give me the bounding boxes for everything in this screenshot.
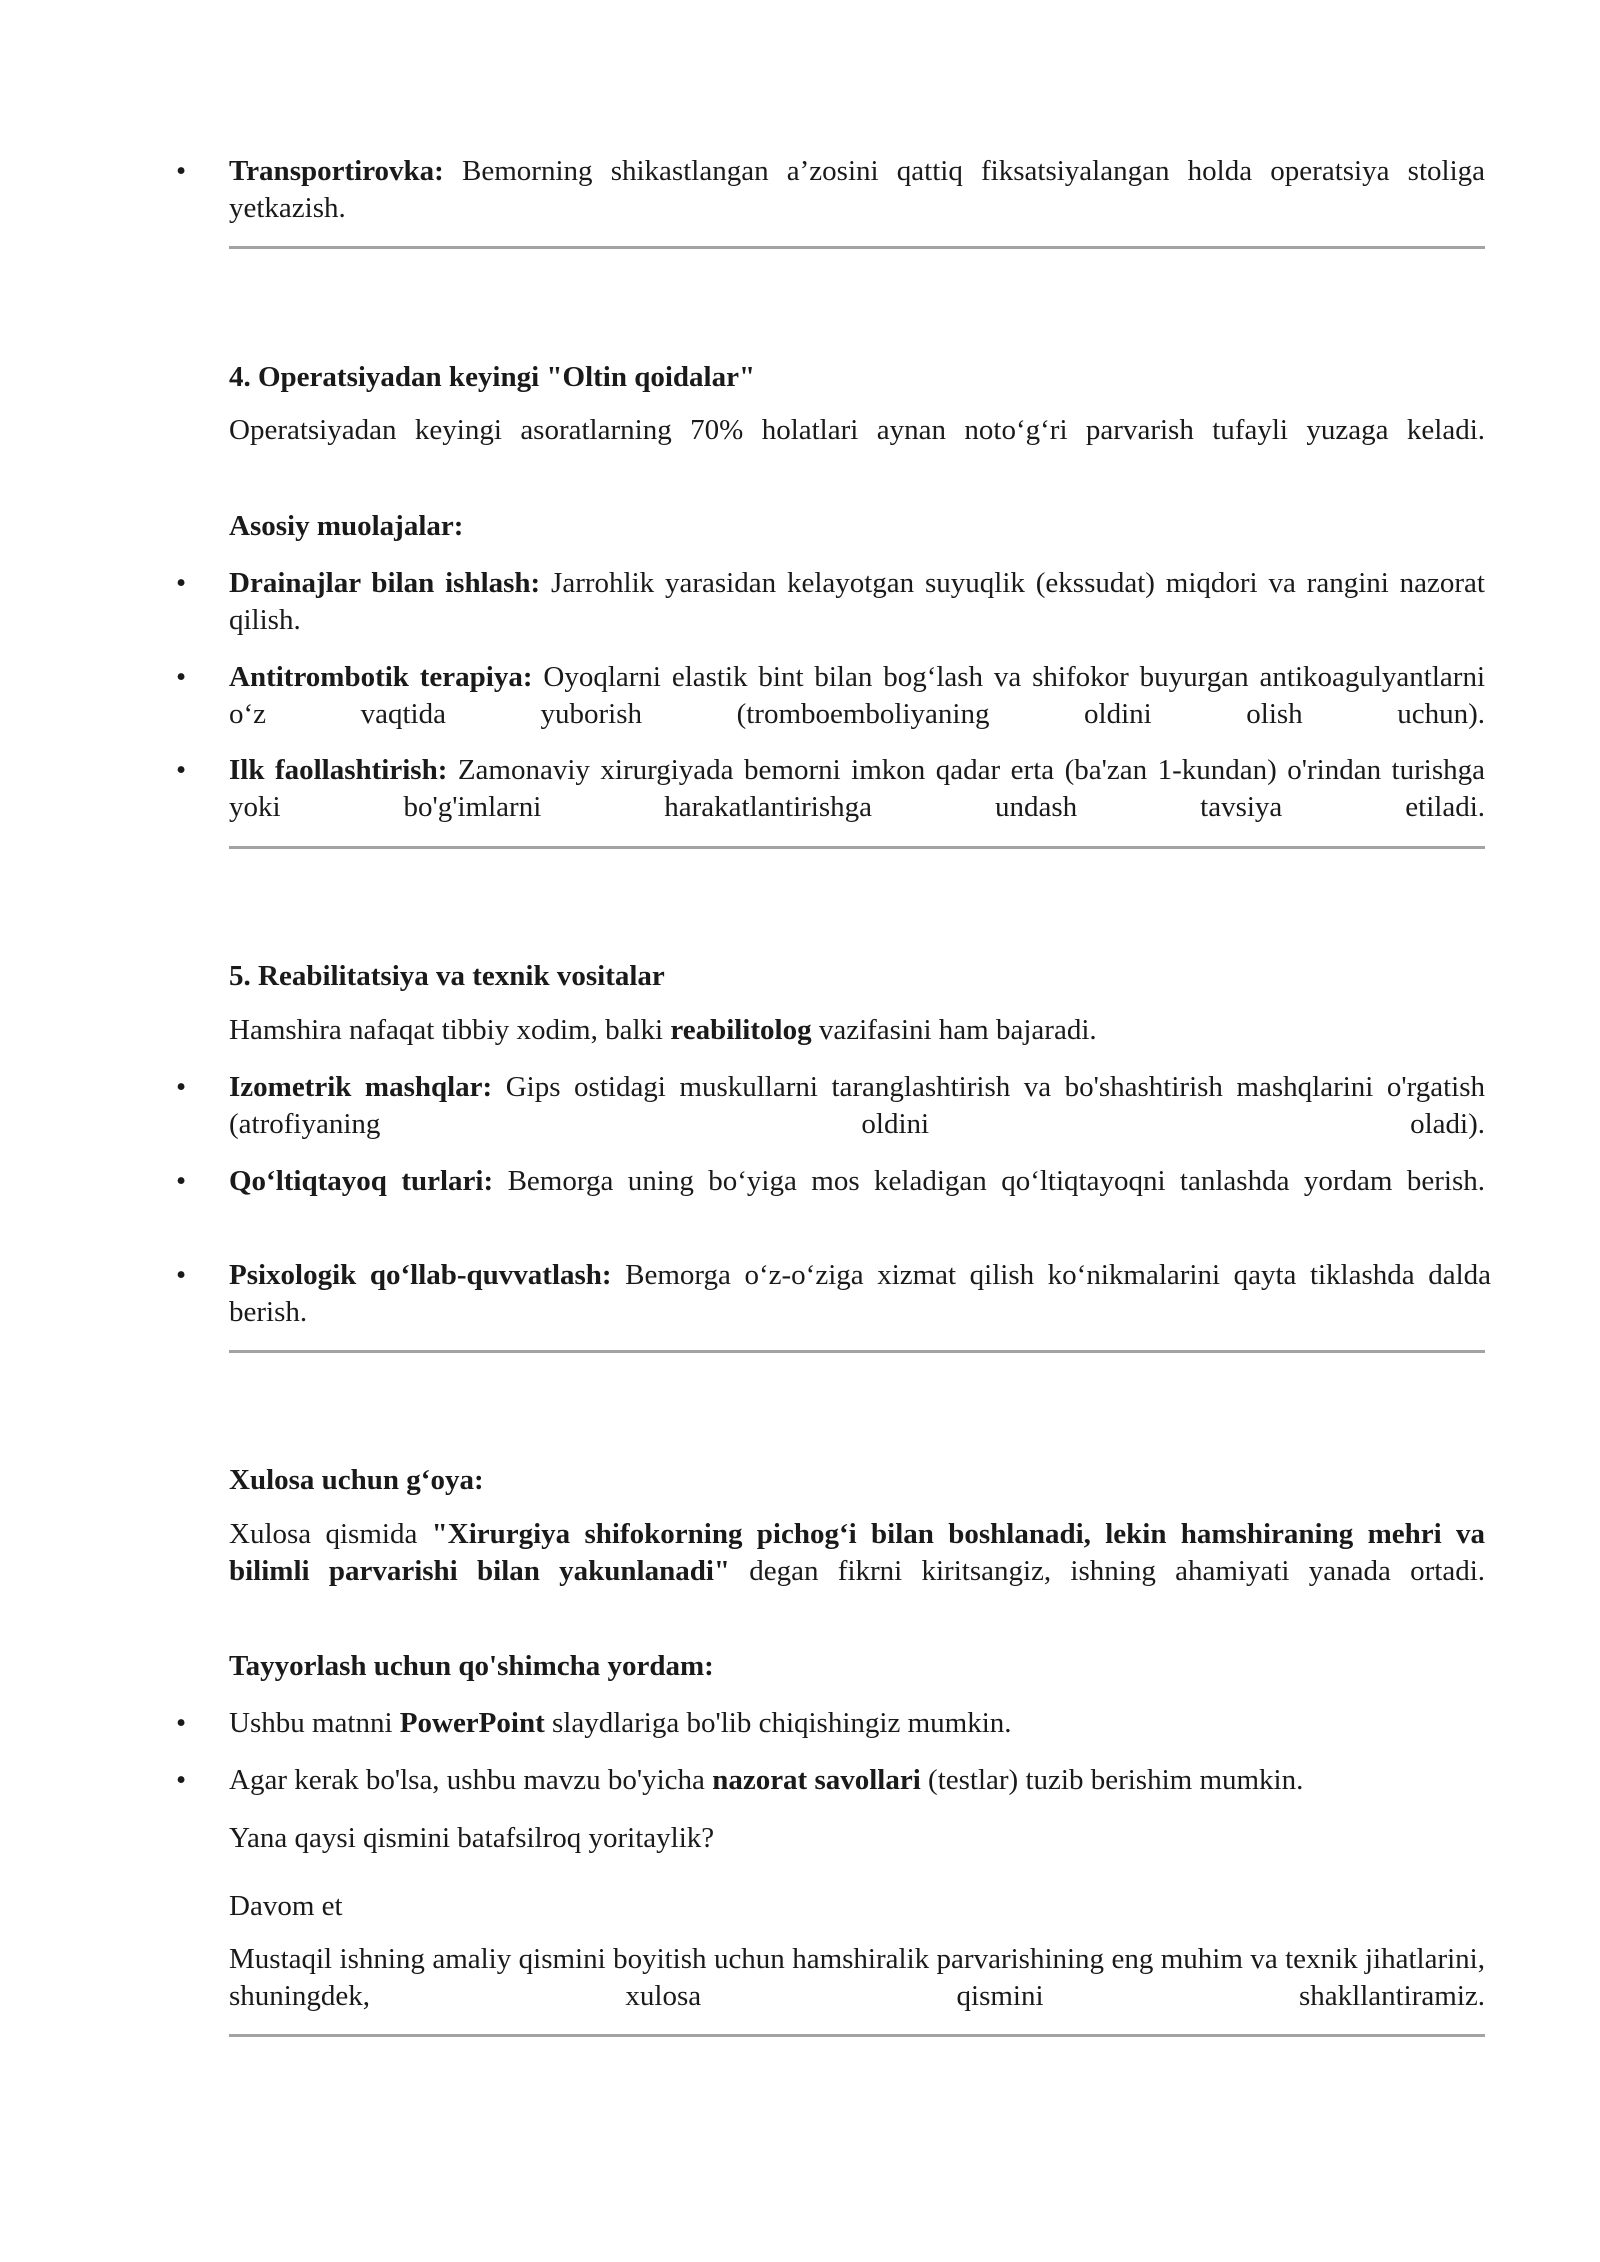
section-divider — [229, 846, 1485, 849]
section-5-heading: 5. Reabilitatsiya va texnik vositalar — [229, 960, 665, 992]
term-label: Ilk faollashtirish: — [229, 754, 448, 786]
item-text: Jarrohlik yarasidan kelayotgan suyuqlik (ekssudat) miqdori va rangini nazorat qilish. — [229, 567, 1485, 636]
list-item-nazorat-savollari: Agar kerak bo'lsa, ushbu mavzu bo'yicha nazorat savollari (testlar) tuzib berishim mumkin. — [229, 1764, 1304, 1796]
item-text: Oyoqlarni elastik bint bilan bog‘lash va shifokor buyurgan antikoagulyantlarni o‘z vaqtida yuborish (tromboemboliyaning oldini olish uchun). — [229, 661, 1486, 730]
term-label: Izometrik mashqlar: — [229, 1071, 493, 1103]
bullet-marker: • — [176, 1259, 187, 1291]
bullet-marker: • — [176, 754, 187, 786]
item-text: Zamonaviy xirurgiyada bemorni imkon qadar erta (ba'zan 1-kundan) o'rindan turishga yoki bo'g'imlarni harakatlantirishga undash tavsiya etiladi. — [229, 754, 1485, 823]
bullet-marker: • — [176, 1071, 187, 1103]
conclusion-paragraph: Xulosa qismida "Xirurgiya shifokorning pichog‘i bilan boshlanadi, lekin hamshiraning mehri va bilimli parvarishi bilan yakunlanadi" degan fikrni kiritsangiz, ishning ahamiyati yanada ortadi. — [229, 1518, 1485, 1587]
continue-prompt: Davom et — [229, 1890, 343, 1922]
section-4-subheading: Asosiy muolajalar: — [229, 510, 464, 542]
section-5-intro: Hamshira nafaqat tibbiy xodim, balki reabilitolog vazifasini ham bajaradi. — [229, 1014, 1097, 1046]
section-divider — [229, 1350, 1485, 1353]
term-label: Drainajlar bilan ishlash: — [229, 567, 541, 599]
item-text: Bemorga o‘z-o‘ziga xizmat qilish ko‘nikmalarini qayta tiklashda dalda berish. — [229, 1259, 1492, 1328]
term-label: Psixologik qo‘llab-quvvatlash: — [229, 1259, 612, 1291]
bullet-marker: • — [176, 661, 187, 693]
list-item-powerpoint: Ushbu matnni PowerPoint slaydlariga bo'lib chiqishingiz mumkin. — [229, 1707, 1012, 1739]
closing-paragraph: Mustaqil ishning amaliy qismini boyitish uchun hamshiralik parvarishining eng muhim va texnik jihatlarini, shuningdek, xulosa qismini shakllantiramiz. — [229, 1943, 1485, 2012]
conclusion-heading: Xulosa uchun g‘oya: — [229, 1464, 484, 1496]
item-text: Gips ostidagi muskullarni taranglashtirish va bo'shashtirish mashqlarini o'rgatish (atrofiyaning oldini oladi). — [229, 1071, 1485, 1140]
list-item-qoltiqtayoq — [229, 1163, 1485, 1237]
section-4-intro: Operatsiyadan keyingi asoratlarning 70% holatlari aynan noto‘g‘ri parvarish tufayli yuzaga keladi. — [229, 414, 1485, 446]
item-text: Bemorga uning bo‘yiga mos keladigan qo‘ltiqtayoqni tanlashda yordam berish. — [493, 1165, 1486, 1197]
bullet-marker: • — [176, 1764, 187, 1796]
bullet-marker: • — [176, 567, 187, 599]
quote-text: "Xirurgiya shifokorning pichog‘i bilan boshlanadi, lekin hamshiraning mehri va bilimli parvarishi bilan yakunlanadi" — [229, 1518, 1485, 1587]
term-label: Qo‘ltiqtayoq turlari: — [229, 1165, 494, 1197]
bullet-marker: • — [176, 1165, 187, 1197]
section-4-heading: 4. Operatsiyadan keyingi "Oltin qoidalar" — [229, 361, 756, 393]
bullet-marker: • — [176, 155, 187, 187]
term-label: Transportirovka: — [229, 155, 444, 187]
follow-up-question: Yana qaysi qismini batafsilroq yoritaylik? — [229, 1822, 715, 1854]
section-divider — [229, 2034, 1485, 2037]
item-text: Bemorning shikastlangan a’zosini qattiq fiksatsiyalangan holda operatsiya stoliga yetkazish. — [229, 155, 1485, 224]
bullet-marker: • — [176, 1707, 187, 1739]
section-divider — [229, 246, 1485, 249]
term-label: Antitrombotik terapiya: — [229, 661, 533, 693]
help-heading: Tayyorlash uchun qo'shimcha yordam: — [229, 1650, 714, 1682]
